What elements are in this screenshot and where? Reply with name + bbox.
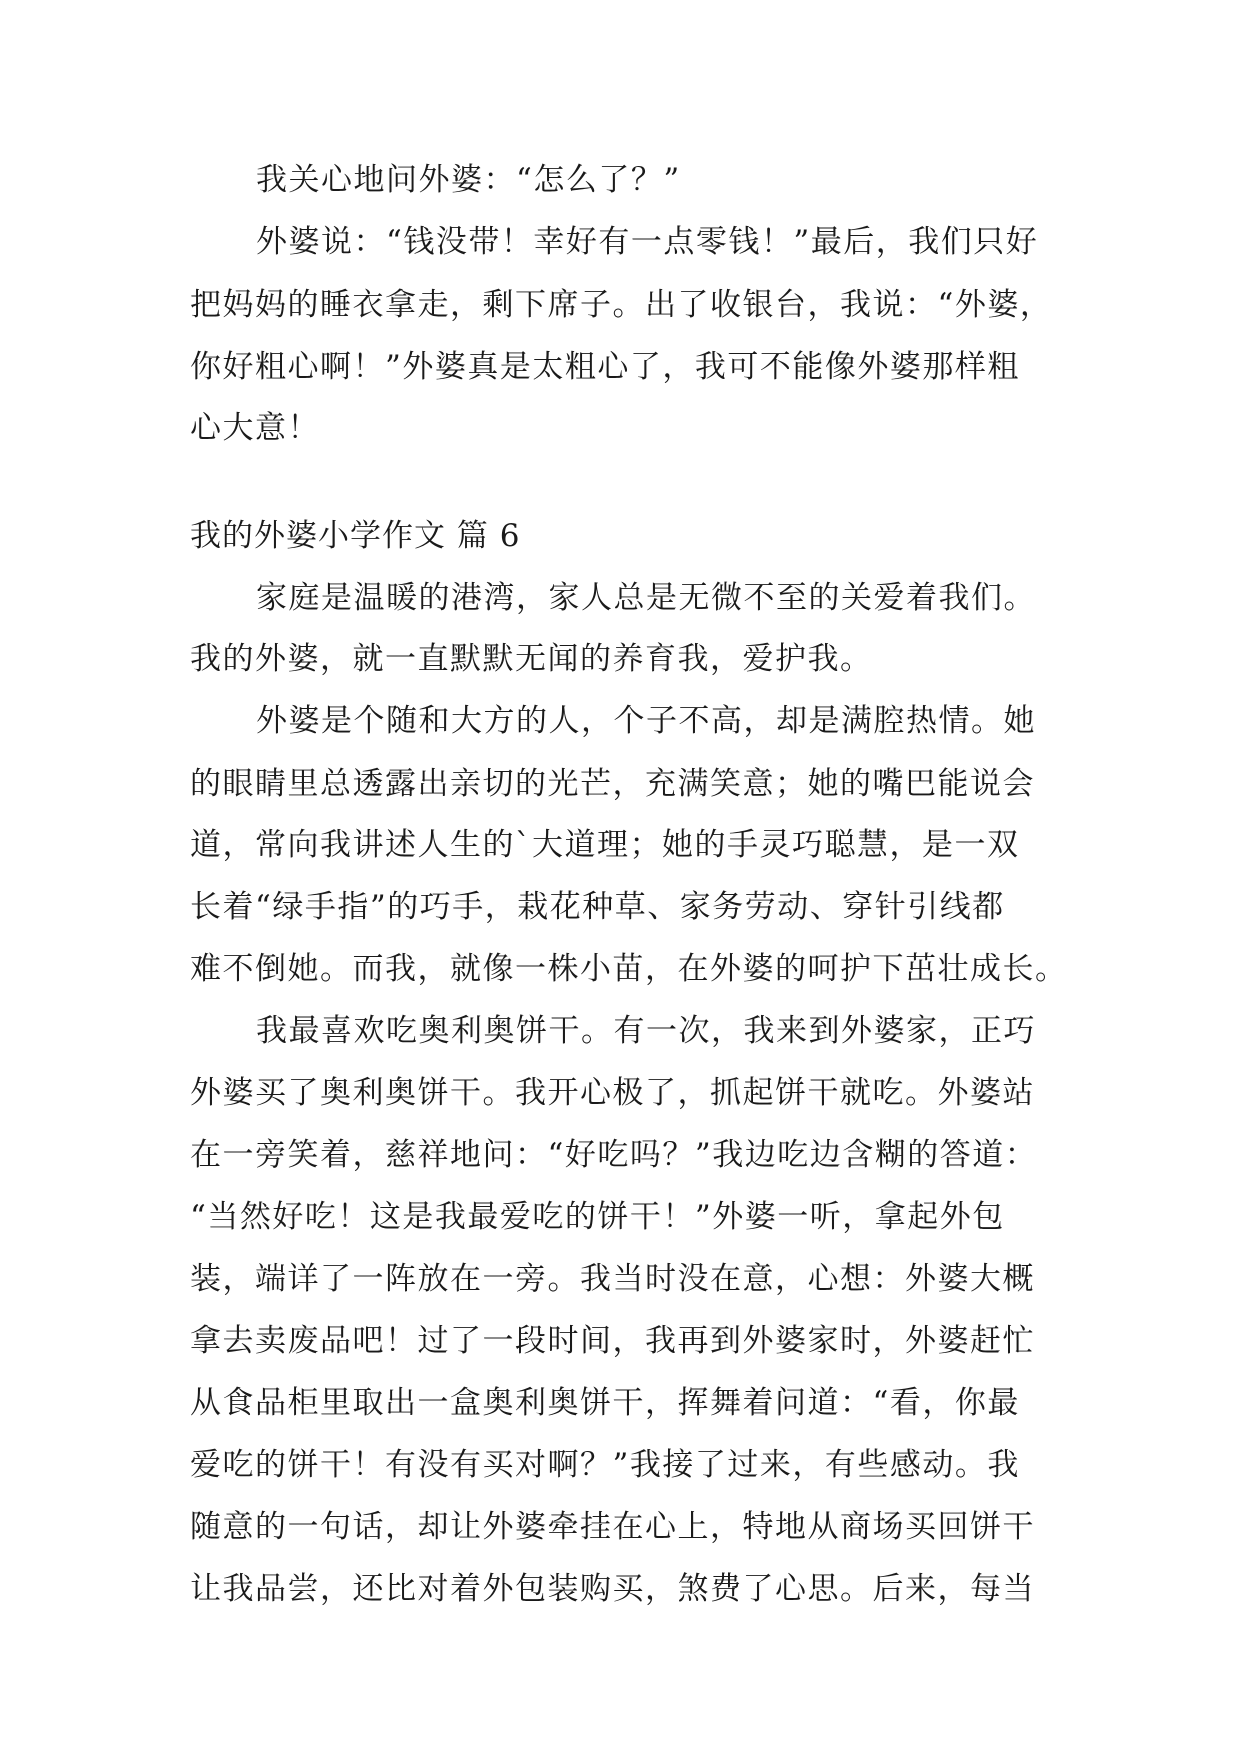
paragraph-line: 我的外婆，就一直默默无闻的养育我，爱护我。 — [190, 641, 873, 677]
paragraph-line: 难不倒她。而我，就像一株小苗，在外婆的呵护下茁壮成长。 — [190, 951, 1068, 987]
paragraph-line: 长着“绿手指”的巧手，栽花种草、家务劳动、穿针引线都 — [190, 889, 1005, 925]
paragraph-line: 外婆买了奥利奥饼干。我开心极了，抓起饼干就吃。外婆站 — [190, 1075, 1035, 1111]
paragraph-line: 拿去卖废品吧！过了一段时间，我再到外婆家时，外婆赶忙 — [190, 1323, 1035, 1359]
paragraph-line: 装，端详了一阵放在一旁。我当时没在意，心想：外婆大概 — [190, 1261, 1035, 1297]
paragraph-line: 随意的一句话，却让外婆牵挂在心上，特地从商场买回饼干 — [190, 1509, 1035, 1545]
paragraph-line: 爱吃的饼干！有没有买对啊？”我接了过来，有些感动。我 — [190, 1447, 1020, 1483]
paragraph-line: 家庭是温暖的港湾，家人总是无微不至的关爱着我们。 — [256, 580, 1036, 616]
paragraph-line: 外婆是个随和大方的人，个子不高，却是满腔热情。她 — [256, 703, 1036, 739]
paragraph-line: 我关心地问外婆：“怎么了？” — [256, 162, 681, 198]
paragraph-line: 外婆说：“钱没带！幸好有一点零钱！”最后，我们只好 — [256, 224, 1039, 260]
paragraph-line: 的眼睛里总透露出亲切的光芒，充满笑意；她的嘴巴能说会 — [190, 766, 1035, 802]
paragraph-line: “当然好吃！这是我最爱吃的饼干！”外婆一听，拿起外包 — [190, 1199, 1005, 1235]
section-heading: 我的外婆小学作文 篇 6 — [190, 518, 521, 554]
paragraph-line: 在一旁笑着，慈祥地问：“好吃吗？”我边吃边含糊的答道： — [190, 1137, 1038, 1173]
paragraph-line: 从食品柜里取出一盒奥利奥饼干，挥舞着问道：“看，你最 — [190, 1385, 1020, 1421]
paragraph-line: 道，常向我讲述人生的`大道理；她的手灵巧聪慧，是一双 — [190, 827, 1020, 863]
paragraph-line: 让我品尝，还比对着外包装购买，煞费了心思。后来，每当 — [190, 1571, 1035, 1607]
paragraph-line: 我最喜欢吃奥利奥饼干。有一次，我来到外婆家，正巧 — [256, 1013, 1036, 1049]
paragraph-line: 心大意！ — [190, 410, 320, 446]
paragraph-line: 你好粗心啊！”外婆真是太粗心了，我可不能像外婆那样粗 — [190, 349, 1020, 385]
paragraph-line: 把妈妈的睡衣拿走，剩下席子。出了收银台，我说：“外婆， — [190, 287, 1053, 323]
